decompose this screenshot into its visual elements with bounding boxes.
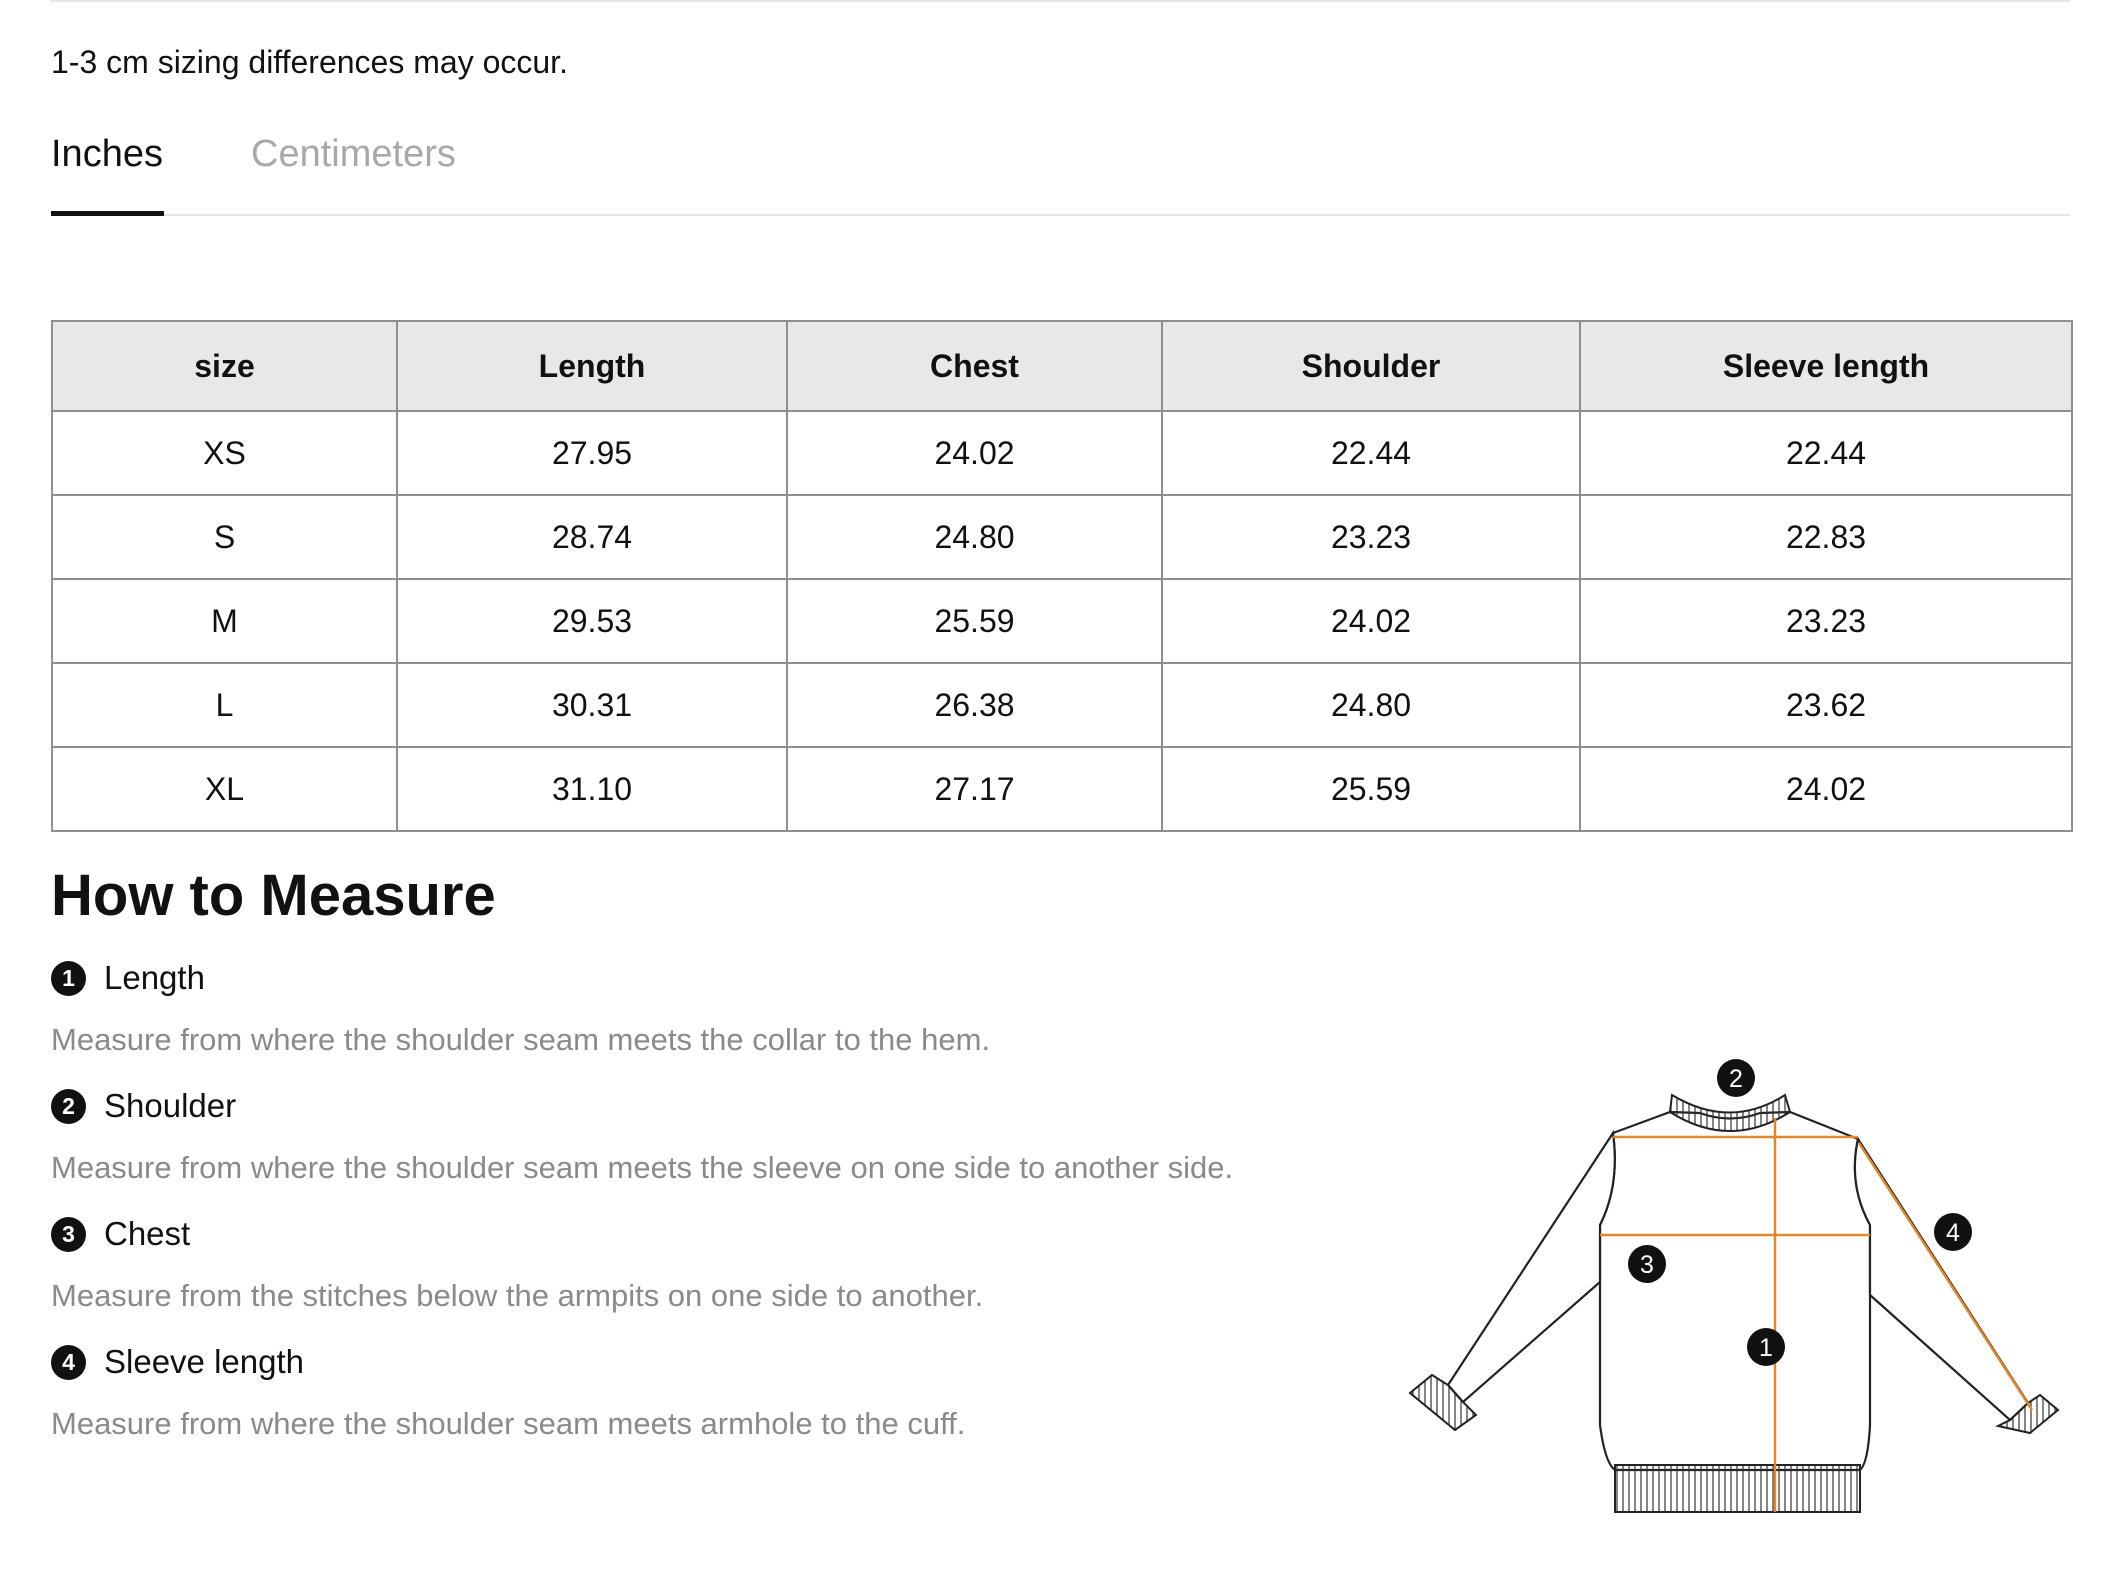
measure-item-sleeve-length [51, 1342, 1351, 1442]
measure-name: Shoulder [104, 1087, 237, 1124]
cell-chest: 27.17 [787, 747, 1162, 831]
cell-shoulder: 23.23 [1162, 495, 1580, 579]
header-sleeve-length: Sleeve length [1580, 321, 2072, 411]
number-badge-2: 2 [51, 1089, 86, 1124]
cell-sleeve-length: 22.44 [1580, 411, 2072, 495]
cell-shoulder: 25.59 [1162, 747, 1580, 831]
measure-description: Measure from the stitches below the armpits on one side to another. [51, 1278, 984, 1313]
table-row [52, 411, 2072, 495]
sizing-note: 1-3 cm sizing differences may occur. [51, 44, 568, 80]
cell-chest: 24.02 [787, 411, 1162, 495]
table-row [52, 663, 2072, 747]
svg-text:1: 1 [1759, 1334, 1773, 1362]
cell-length: 30.31 [397, 663, 787, 747]
cell-chest: 26.38 [787, 663, 1162, 747]
active-tab-indicator [51, 211, 164, 216]
size-table [51, 320, 2073, 832]
table-row [52, 747, 2072, 831]
cell-shoulder: 22.44 [1162, 411, 1580, 495]
cell-length: 28.74 [397, 495, 787, 579]
cell-chest: 25.59 [787, 579, 1162, 663]
cell-size: XS [52, 411, 397, 495]
cell-sleeve-length: 23.23 [1580, 579, 2072, 663]
measure-description: Measure from where the shoulder seam meets the collar to the hem. [51, 1022, 991, 1057]
svg-text:4: 4 [1946, 1219, 1960, 1247]
marker-4 [1934, 1213, 1972, 1251]
top-divider [51, 0, 2070, 2]
cell-length: 27.95 [397, 411, 787, 495]
svg-text:3: 3 [1640, 1251, 1654, 1279]
cell-size: S [52, 495, 397, 579]
number-badge-4: 4 [51, 1345, 86, 1380]
cell-sleeve-length: 22.83 [1580, 495, 2072, 579]
tab-inches[interactable]: Inches [51, 133, 163, 175]
cell-size: L [52, 663, 397, 747]
measure-item-shoulder [51, 1086, 1351, 1186]
cell-size: M [52, 579, 397, 663]
tabs-divider [51, 214, 2070, 216]
header-length: Length [397, 321, 787, 411]
svg-text:2: 2 [1729, 1065, 1743, 1093]
header-chest: Chest [787, 321, 1162, 411]
sweater-measurement-diagram-icon [1400, 1050, 2080, 1530]
cell-chest: 24.80 [787, 495, 1162, 579]
measure-description: Measure from where the shoulder seam meets armhole to the cuff. [51, 1406, 966, 1441]
tab-centimeters[interactable]: Centimeters [251, 133, 456, 175]
measure-name: Chest [104, 1215, 191, 1252]
measure-name: Sleeve length [104, 1343, 304, 1380]
table-row [52, 579, 2072, 663]
marker-3 [1628, 1245, 1666, 1283]
cell-shoulder: 24.02 [1162, 579, 1580, 663]
cell-shoulder: 24.80 [1162, 663, 1580, 747]
cell-size: XL [52, 747, 397, 831]
table-row [52, 495, 2072, 579]
table-header-row [52, 321, 2072, 411]
cell-sleeve-length: 23.62 [1580, 663, 2072, 747]
cell-length: 31.10 [397, 747, 787, 831]
cell-length: 29.53 [397, 579, 787, 663]
measure-item-length [51, 958, 1351, 1058]
cell-sleeve-length: 24.02 [1580, 747, 2072, 831]
measure-name: Length [104, 959, 205, 996]
how-to-measure-title: How to Measure [51, 863, 496, 928]
measure-item-chest [51, 1214, 1351, 1314]
measure-description: Measure from where the shoulder seam meets the sleeve on one side to another side. [51, 1150, 1234, 1185]
marker-1 [1747, 1328, 1785, 1366]
number-badge-1: 1 [51, 961, 86, 996]
header-shoulder: Shoulder [1162, 321, 1580, 411]
number-badge-3: 3 [51, 1217, 86, 1252]
header-size: size [52, 321, 397, 411]
marker-2 [1717, 1059, 1755, 1097]
unit-tabs [51, 133, 2070, 216]
